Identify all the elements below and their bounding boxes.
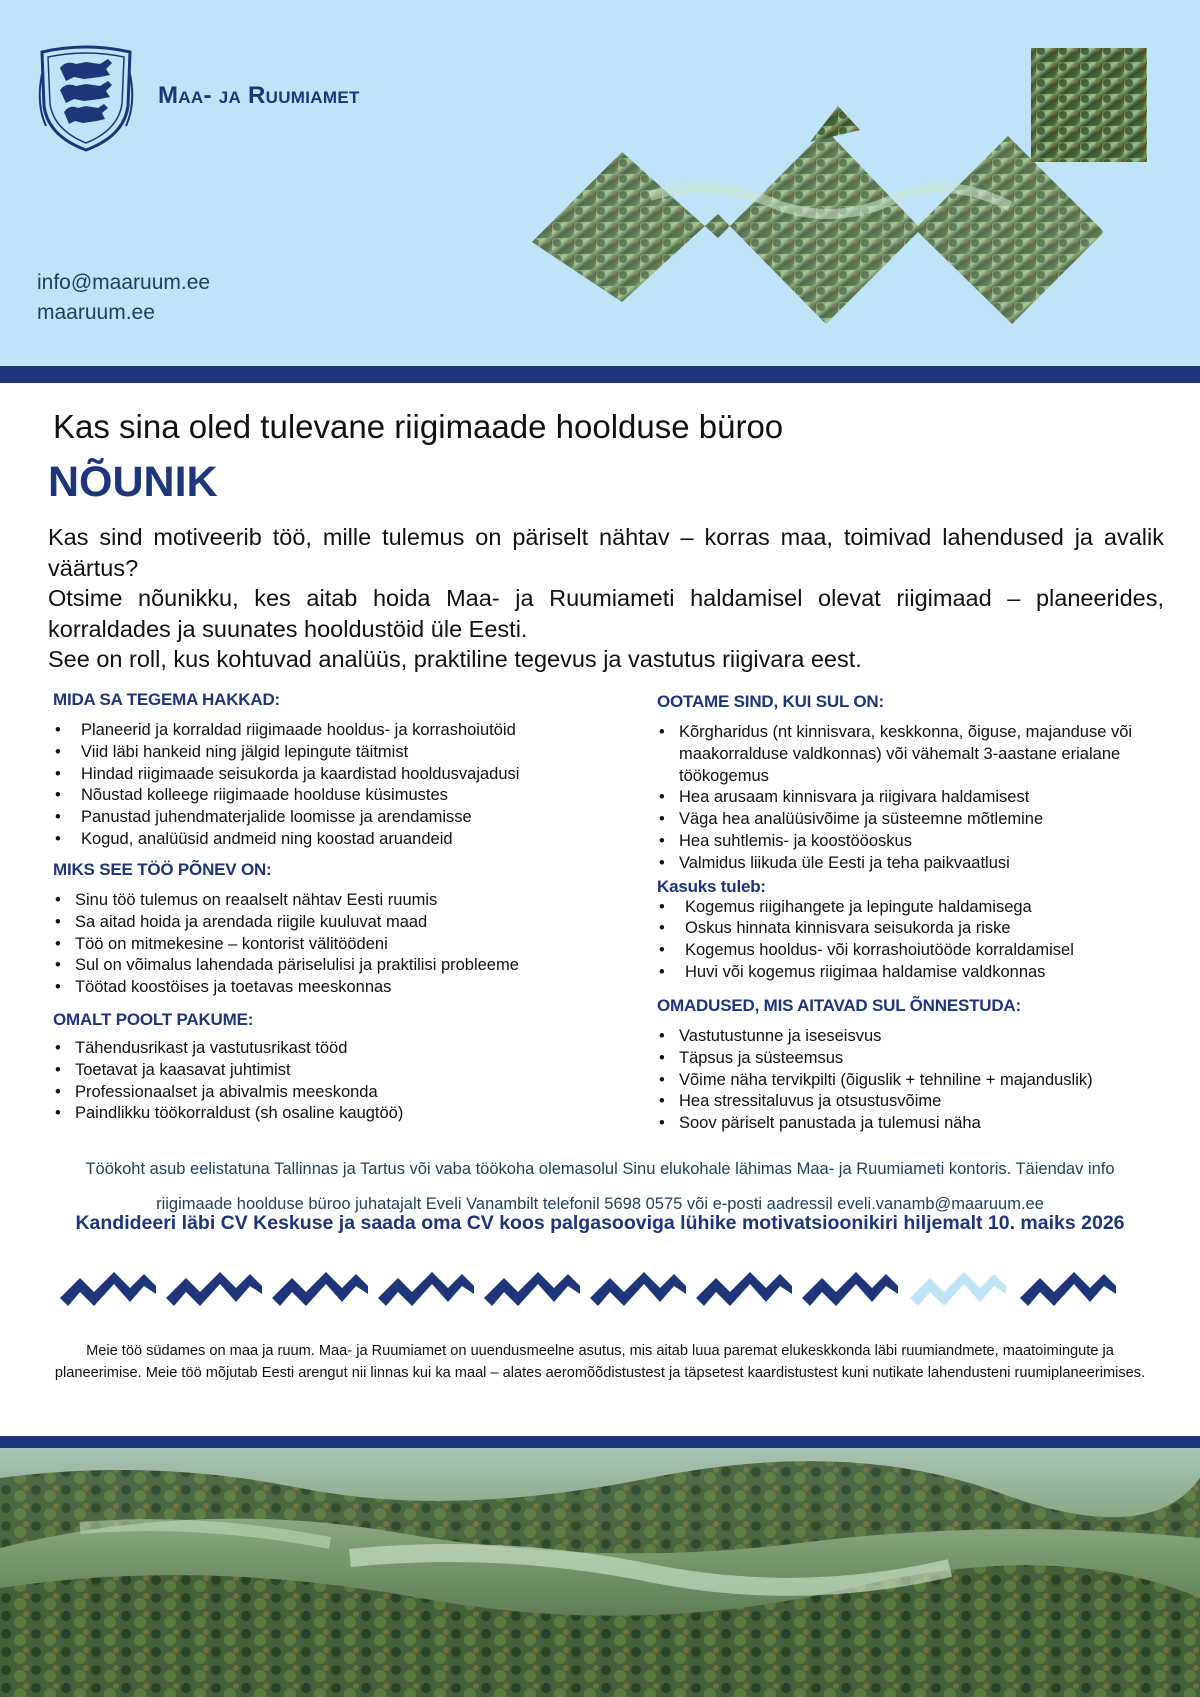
list-item: • Kogemus hooldus- või korrashoiutööde korraldamisel [657,940,1177,962]
list-item: • Nõustad kolleege riigimaade hoolduse küsimustes [53,785,633,807]
list-item: • Täpsus ja süsteemsus [657,1048,1177,1070]
position-title: NÕUNIK [48,458,218,506]
traits-heading: OMADUSED, MIS AITAVAD SUL ÕNNESTUDA: [657,996,1021,1015]
email-link[interactable]: info@maaruum.ee [37,271,211,294]
chevron-pattern-graphic [60,1258,1140,1308]
list-item: • Paindlikku töökorraldust (sh osaline kaugtöö) [53,1103,633,1125]
list-item: • Hea suhtlemis- ja koostööoskus [657,831,1177,853]
tasks-heading: MIDA SA TEGEMA HAKKAD: [53,690,280,709]
advantage-list [657,897,1177,984]
why-list [53,890,633,999]
list-item: • Töö on mitmekesine – kontorist välitöödeni [53,934,633,956]
header-divider [0,366,1200,383]
requirements-list [657,722,1177,875]
footer-divider [0,1436,1200,1448]
intro-paragraph: Otsime nõunikku, kes aitab hoida Maa- ja Ruumiameti haldamisel olevat riigimaad – planeerides, korraldades ja suunates hooldustöid üle Eesti. [48,585,1164,642]
list-item: • Professionaalset ja abivalmis meeskonda [53,1082,633,1104]
list-item: • Oskus hinnata kinnisvara seisukorda ja riske [657,918,1177,940]
list-item: • Väga hea analüüsivõime ja süsteemne mõtlemine [657,809,1177,831]
list-item: • Kogemus riigihangete ja lepingute haldamisega [657,897,1177,919]
list-item: • Planeerid ja korraldad riigimaade hooldus- ja korrashoiutöid [53,720,633,742]
offer-heading: OMALT POOLT PAKUME: [53,1010,254,1029]
about-text: Meie töö südames on maa ja ruum. Maa- ja Ruumiamet on uuendusmeelne asutus, mis aitab luua paremat elukeskkonda läbi ruumiandmete, maatoimingute ja planeerimise. Meie töö mõjutab Eesti arengut nii linnas kui ka maal – alates aeromõõdistustest ja täpsetest kaardistustest kuni nutikate lahendusteni ruumiplaneerimises. [54,1343,1146,1381]
location-line: riigimaade hoolduse büroo juhatajalt Eveli Vanambilt telefonil 5698 0575 või e-posti aadressil eveli.vanamb@maaruum.ee [156,1195,1044,1213]
list-item: • Panustad juhendmaterjalide loomisse ja arendamisse [53,807,633,829]
list-item: • Viid läbi hankeid ning jälgid lepingute täitmist [53,742,633,764]
coat-of-arms-icon [36,44,136,154]
intro-paragraph: Kas sind motiveerib töö, mille tulemus on päriselt nähtav – korras maa, toimivad lahendused ja avalik väärtus? [48,524,1164,581]
list-item: • Valmidus liikuda üle Eesti ja teha paikvaatlusi [657,853,1177,875]
org-name: Maa- ja Ruumiamet [158,82,360,109]
contact-info [37,268,210,328]
why-heading: MIKS SEE TÖÖ PÕNEV ON: [53,860,272,879]
intro-text [48,522,1164,675]
traits-section [657,996,1177,1135]
list-item: • Soov päriselt panustada ja tulemusi näha [657,1113,1177,1135]
website-link[interactable]: maaruum.ee [37,301,155,324]
list-item: • Toetavat ja kaasavat juhtimist [53,1060,633,1082]
list-item: • Sul on võimalus lahendada päriselulisi ja praktilisi probleeme [53,955,633,977]
location-line: Töökoht asub eelistatuna Tallinnas ja Tartus või vaba töökoha olemasolul Sinu elukohale lähimas Maa- ja Ruumiameti kontoris. Täiendav info [85,1160,1115,1178]
requirements-section [657,692,1177,984]
landscape-photo [0,1448,1200,1697]
traits-list [657,1026,1177,1135]
advantage-heading: Kasuks tuleb: [657,876,766,896]
list-item: • Hea arusaam kinnisvara ja riigivara haldamisest [657,787,1177,809]
tasks-list [53,720,633,851]
list-item: • Tähendusrikast ja vastutusrikast tööd [53,1038,633,1060]
list-item: • Sa aitad hoida ja arendada riigile kuuluvat maad [53,912,633,934]
list-item: • Hindad riigimaade seisukorda ja kaardistad hooldusvajadusi [53,764,633,786]
list-item: • Vastutustunne ja iseseisvus [657,1026,1177,1048]
list-item: • Töötad koostöises ja toetavas meeskonnas [53,977,633,999]
intro-paragraph: See on roll, kus kohtuvad analüüs, praktiline tegevus ja vastutus riigivara eest. [48,646,862,672]
list-item: • Kogud, analüüsid andmeid ning koostad aruandeid [53,829,633,851]
apply-instructions: Kandideeri läbi CV Keskuse ja saada oma CV koos palgasooviga lühike motivatsioonikiri hiljemalt 10. maiks 2026 [75,1212,1125,1234]
tasks-section [53,690,633,851]
list-item: • Sinu töö tulemus on reaalselt nähtav Eesti ruumis [53,890,633,912]
list-item: • Võime näha tervikpilti (õiguslik + tehniline + majanduslik) [657,1070,1177,1092]
landscape-mountain-graphic [530,46,1150,332]
header-banner [0,0,1200,366]
offer-section [53,1010,633,1125]
requirements-heading: OOTAME SIND, KUI SUL ON: [657,692,884,711]
list-item: • Huvi või kogemus riigimaa haldamise valdkonnas [657,962,1177,984]
lead-title: Kas sina oled tulevane riigimaade hoolduse büroo [53,408,784,445]
offer-list [53,1038,633,1125]
why-section [53,860,633,999]
list-item: • Hea stressitaluvus ja otsustusvõime [657,1091,1177,1113]
list-item: • Kõrgharidus (nt kinnisvara, keskkonna, õiguse, majanduse või maakorralduse valdkonnas) või vähemalt 3-aastane erialane töökogemus [657,722,1177,787]
